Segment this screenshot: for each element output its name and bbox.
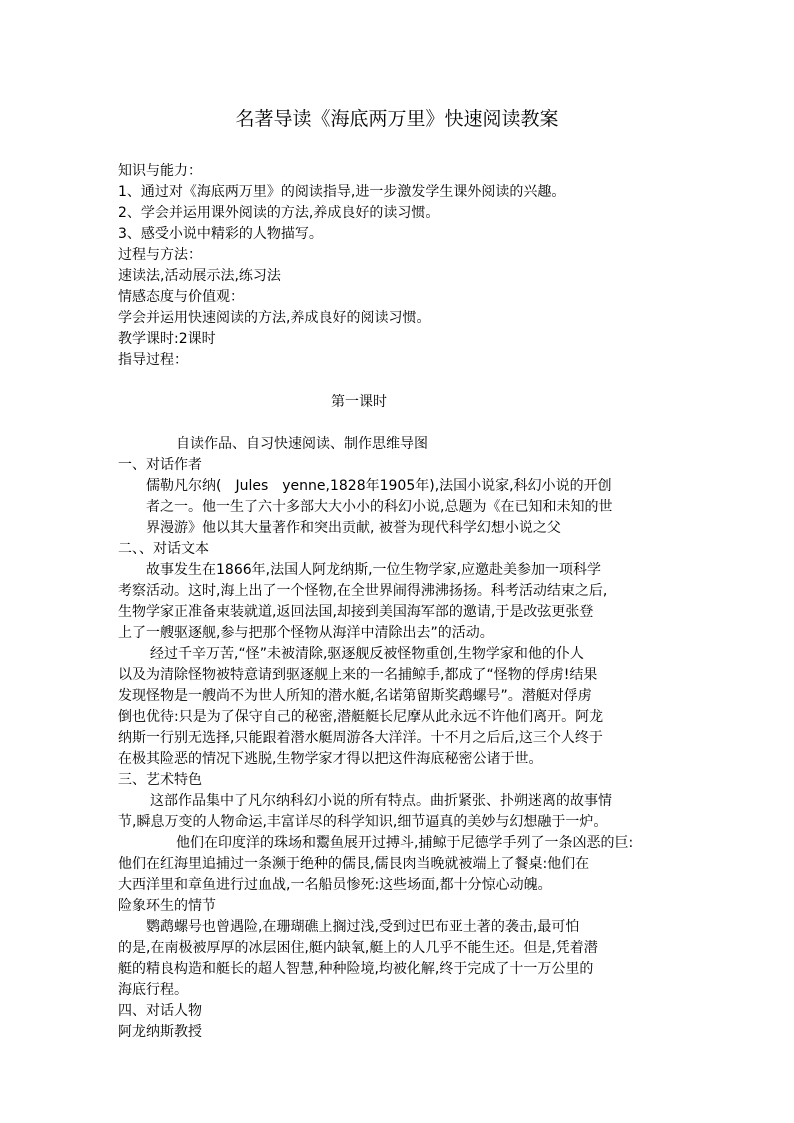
text-line: 以及为清除怪物被特意请到驱逐舰上来的一名捕鲸手,都成了“怪物的俘虏!结果	[118, 667, 598, 683]
text-line: 艇的精良构造和艇长的超人智慧,种种险境,均被化解,终于完成了十一万公里的	[118, 961, 594, 977]
text-line: 自读作品、自习快速阅读、制作思维导图	[176, 436, 428, 452]
text-line: 海底行程。	[118, 982, 188, 998]
text-line: 四、对话人物	[118, 1003, 202, 1019]
text-line: 发现怪物是一艘尚不为世人所知的潜水艇,名诺第留斯奖鹉螺号”。潜艇对俘虏	[118, 688, 592, 704]
text-line: 一、对话作者	[118, 457, 202, 473]
text-line: 知识与能力：	[118, 163, 202, 179]
text-line: 1、通过对《海底两万里》的阅读指导,进一步激发学生课外阅读的兴趣。	[118, 184, 566, 200]
text-line: 学会并运用快速阅读的方法,养成良好的阅读习惯。	[118, 310, 431, 326]
text-line: 3、感受小说中精彩的人物描写。	[118, 226, 323, 242]
text-line: 考察活动。这时,海上出了一个怪物,在全世界闹得沸沸扬扬。科考活动结束之后,	[118, 583, 608, 599]
text-line: 他们在红海里追捕过一条濒于绝种的儒艮,儒艮肉当晚就被端上了餐桌:他们在	[118, 856, 590, 872]
text-line: 速读法,活动展示法,练习法	[118, 268, 281, 284]
text-line: 阿龙纳斯教授	[118, 1024, 202, 1040]
text-line: 三、艺术特色	[118, 772, 202, 788]
text-line: 节,瞬息万变的人物命运,丰富详尽的科学知识,细节逼真的美妙与幻想融于一炉。	[118, 814, 608, 830]
text-line: 界漫游》他以其大量著作和突出贡献, 被誉为现代科学幻想小说之父	[146, 520, 561, 536]
text-line: 在极其险恶的情况下逃脱,生物学家才得以把这件海底秘密公诸于世。	[118, 751, 543, 767]
text-line: 纳斯一行别无选择,只能跟着潜水艇周游各大洋洋。十不月之后后,这三个人终于	[118, 730, 603, 746]
text-line: 的是,在南极被厚厚的冰层困住,艇内缺氧,艇上的人几乎不能生还。但是,凭着潜	[118, 940, 598, 956]
text-line: 者之一。他一生了六十多部大大小小的科幻小说,总题为《在已知和未知的世	[146, 499, 613, 515]
text-line: 上了一艘驱逐舰,参与把那个怪物从海洋中清除出去”的活动。	[118, 625, 494, 641]
text-line: 这部作品集中了凡尔纳科幻小说的所有特点。曲折紧张、扑朔迷离的故事情	[150, 793, 612, 809]
section-heading: 第一课时	[331, 394, 387, 410]
text-line: 倒也优待:只是为了保守自己的秘密,潜艇艇长尼摩从此永远不许他们离开。阿龙	[118, 709, 604, 725]
document-title: 名著导读《海底两万里》快速阅读教案	[235, 108, 559, 130]
text-line: 险象环生的情节	[118, 898, 216, 914]
text-line: 经过千辛万苦,“怪”未被清除,驱逐舰反被怪物重创,生物学家和他的仆人	[150, 646, 584, 662]
text-line: 二、、对话文本	[118, 541, 209, 557]
text-line: 教学课时:2课时	[118, 331, 216, 347]
text-line: 过程与方法：	[118, 247, 202, 263]
text-line: 指导过程：	[118, 352, 188, 368]
text-line: 生物学家正准备束装就道,返回法国,却接到美国海军部的邀请,于是改弦更张登	[118, 604, 594, 620]
text-line: 2、学会并运用课外阅读的方法,养成良好的读习惯。	[118, 205, 440, 221]
text-line: 儒勒凡尔纳( Jules yenne,1828年1905年),法国小说家,科幻小说的开创	[146, 478, 612, 494]
text-line: 他们在印度洋的珠场和鬻鱼展开过搏斗,捕鲸于尼德学手列了一条凶恶的巨:	[176, 835, 634, 851]
text-line: 故事发生在1866年,法国人阿龙纳斯,一位生物学家,应邀赴美参加一项科学	[146, 562, 601, 578]
text-line: 鹦鹉螺号也曾遇险,在珊瑚礁上搁过浅,受到过巴布亚土著的袭击,最可怕	[146, 919, 580, 935]
text-line: 情感态度与价值观：	[118, 289, 244, 305]
text-line: 大西洋里和章鱼进行过血战,一名船员惨死:这些场面,都十分惊心动魄。	[118, 877, 552, 893]
